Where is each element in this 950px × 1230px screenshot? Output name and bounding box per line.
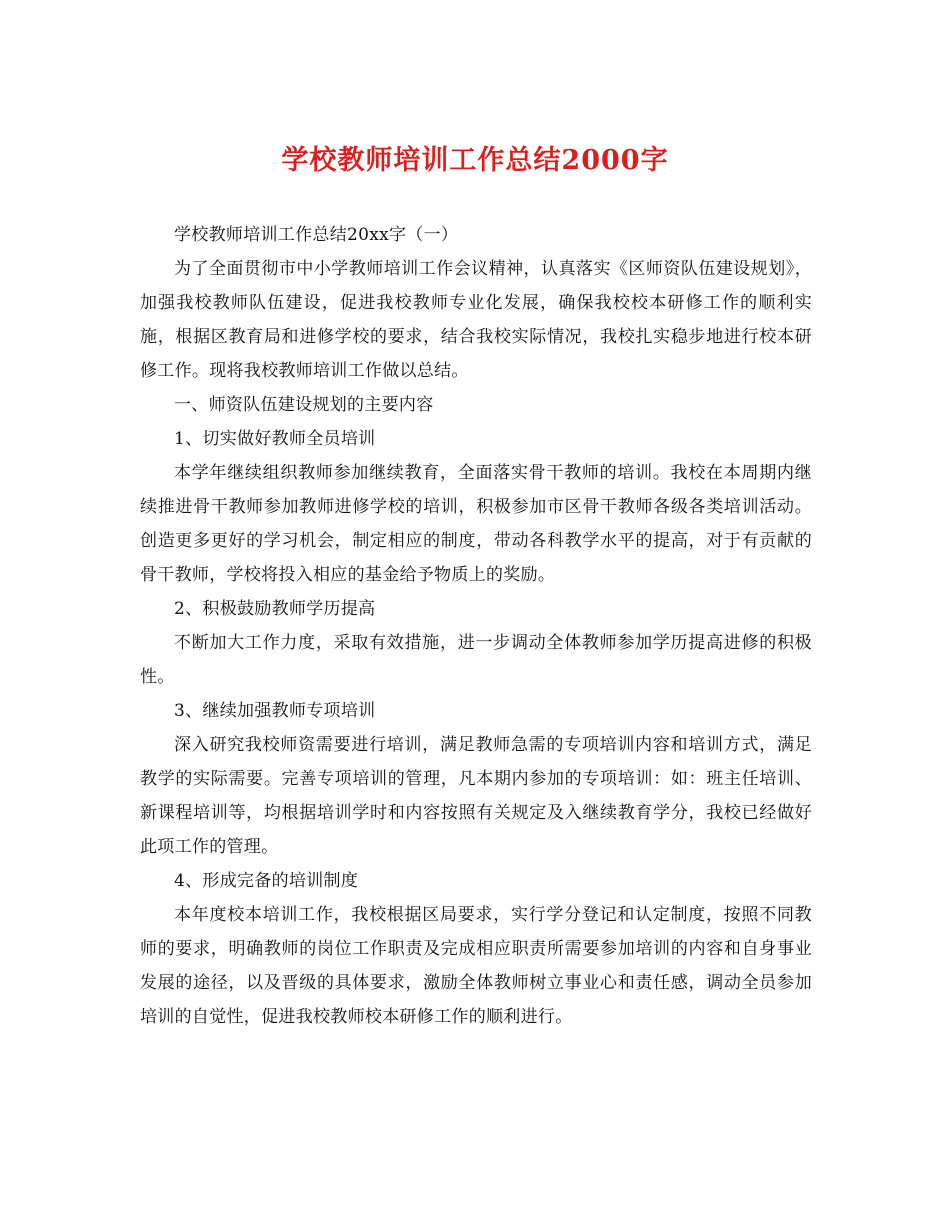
- paragraph: 本学年继续组织教师参加继续教育，全面落实骨干教师的培训。我校在本周期内继续推进骨干教师参加教师进修学校的培训，积极参加市区骨干教师各级各类培训活动。创造更多更好的学习机会，制定相应的制度，带动各科教学水平的提高，对于有贡献的骨干教师，学校将投入相应的基金给予物质上的奖励。: [140, 463, 812, 585]
- paragraph: 本年度校本培训工作，我校根据区局要求，实行学分登记和认定制度，按照不同教师的要求，明确教师的岗位工作职责及完成相应职责所需要参加培训的内容和自身事业发展的途径，以及晋级的具体要求，激励全体教师树立事业心和责任感，调动全员参加培训的自觉性，促进我校教师校本研修工作的顺利进行。: [140, 905, 812, 1027]
- paragraph: 不断加大工作力度，采取有效措施，进一步调动全体教师参加学历提高进修的积极性。: [140, 633, 812, 687]
- subsection-heading: 1、切实做好教师全员培训: [174, 429, 376, 449]
- paragraph-subtitle: 学校教师培训工作总结20xx字（一）: [174, 225, 459, 245]
- subsection-heading: 2、积极鼓励教师学历提高: [174, 599, 376, 619]
- subsection-heading: 4、形成完备的培训制度: [174, 871, 359, 891]
- subsection-heading: 3、继续加强教师专项培训: [174, 701, 376, 721]
- document-title: 学校教师培训工作总结2000字: [281, 145, 669, 176]
- paragraph-intro: 为了全面贯彻市中小学教师培训工作会议精神，认真落实《区师资队伍建设规划》，加强我校教师队伍建设，促进我校教师专业化发展，确保我校校本研修工作的顺利实施，根据区教育局和进修学校的要求，结合我校实际情况，我校扎实稳步地进行校本研修工作。现将我校教师培训工作做以总结。: [140, 259, 812, 381]
- section-heading: 一、师资队伍建设规划的主要内容: [174, 395, 434, 415]
- paragraph: 深入研究我校师资需要进行培训，满足教师急需的专项培训内容和培训方式，满足教学的实际需要。完善专项培训的管理，凡本期内参加的专项培训：如：班主任培训、新课程培训等，均根据培训学时和内容按照有关规定及入继续教育学分，我校已经做好此项工作的管理。: [140, 735, 812, 857]
- document-body: [140, 218, 812, 1034]
